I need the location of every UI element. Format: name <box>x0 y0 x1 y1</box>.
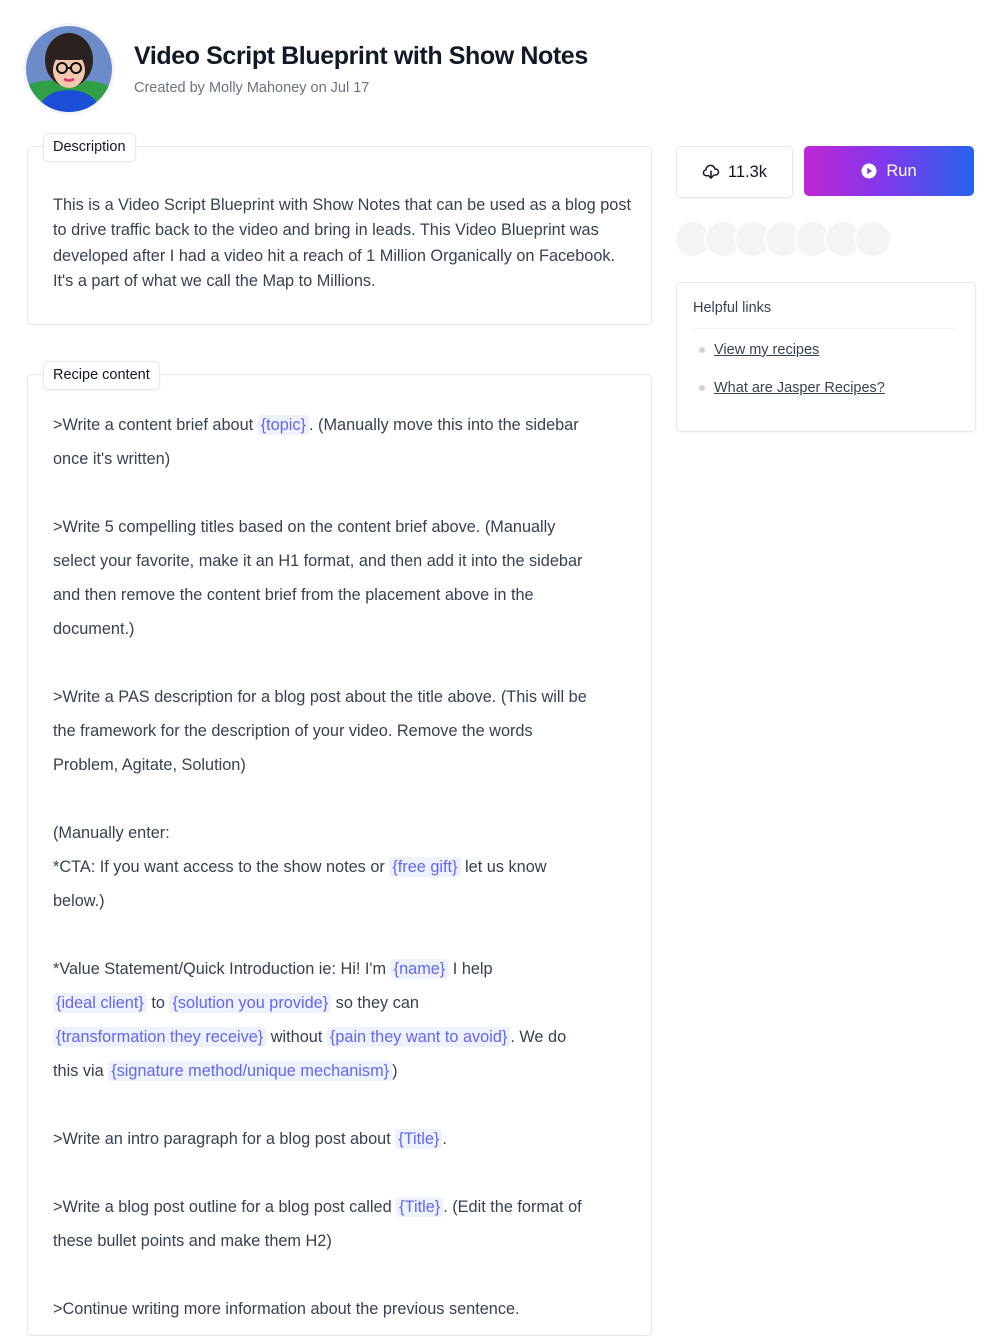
description-text: This is a Video Script Blueprint with Show Notes that can be used as a blog post to drive traffic back to the video and bring in leads. This Video Blueprint was developed after I had a video hit a reach of 1 Million Organically on Facebook. It's a part of what we call the Map to Millions. <box>53 196 632 290</box>
avatar-placeholder <box>706 222 740 256</box>
recipe-text: (Manually enter: <box>53 824 170 842</box>
recipe-text: . We do <box>510 1028 567 1046</box>
recipe-text: so they can <box>331 994 419 1012</box>
recipe-line <box>53 986 633 1020</box>
view-my-recipes-link[interactable]: View my recipes <box>714 342 820 358</box>
recipe-text: these bullet points and make them H2) <box>53 1232 332 1250</box>
recipe-line <box>53 442 633 476</box>
recipe-byline: Created by Molly Mahoney on Jul 17 <box>134 80 370 96</box>
recipe-text: and then remove the content brief from the placement above in the <box>53 586 534 604</box>
recipe-line <box>53 952 633 986</box>
recipe-text: this via <box>53 1062 109 1080</box>
recipe-text: >Continue writing more information about the previous sentence. <box>53 1300 520 1318</box>
recipe-line <box>53 1224 633 1258</box>
paragraph-spacer <box>53 1258 633 1292</box>
run-button[interactable] <box>804 146 974 196</box>
helpful-link-item <box>699 342 819 358</box>
avatar-placeholder <box>766 222 800 256</box>
paragraph-spacer <box>53 782 633 816</box>
recipe-variable: {transformation they receive} <box>53 1027 266 1047</box>
recipe-line <box>53 612 633 646</box>
recipe-text: *CTA: If you want access to the show notes or <box>53 858 390 876</box>
recipe-line <box>53 748 633 782</box>
recipe-text: . (Edit the format of <box>443 1198 582 1216</box>
recipe-line <box>53 1054 633 1088</box>
avatar-placeholder <box>856 222 890 256</box>
avatar-placeholder <box>736 222 770 256</box>
recipe-line <box>53 408 633 442</box>
paragraph-spacer <box>53 918 633 952</box>
recipe-line <box>53 578 633 612</box>
recipe-text: >Write an intro paragraph for a blog post about <box>53 1130 396 1148</box>
recipe-text: I help <box>448 960 493 978</box>
recipe-line <box>53 850 633 884</box>
author-avatar <box>26 26 112 112</box>
recipe-variable: {pain they want to avoid} <box>327 1027 510 1047</box>
recipe-text: >Write a blog post outline for a blog post called <box>53 1198 397 1216</box>
paragraph-spacer <box>53 646 633 680</box>
recipe-variable: {solution you provide} <box>169 993 331 1013</box>
recipe-variable: {signature method/unique mechanism} <box>108 1061 392 1081</box>
avatar-placeholder <box>826 222 860 256</box>
recipe-text: ) <box>392 1062 398 1080</box>
recipe-text: Problem, Agitate, Solution) <box>53 756 246 774</box>
recipe-line <box>53 1122 633 1156</box>
recipe-line <box>53 884 633 918</box>
download-count-button[interactable] <box>676 146 793 198</box>
helpful-link-item <box>699 380 885 396</box>
helpful-links-divider <box>693 328 957 329</box>
recipe-text: . (Manually move this into the sidebar <box>308 416 579 434</box>
play-circle-icon <box>861 163 877 179</box>
cloud-download-icon <box>702 163 720 181</box>
paragraph-spacer <box>53 1156 633 1190</box>
recipe-line <box>53 510 633 544</box>
recipe-text: below.) <box>53 892 105 910</box>
bullet-icon <box>699 347 705 353</box>
recipe-variable: {Title} <box>395 1129 442 1149</box>
download-count: 11.3k <box>727 162 768 181</box>
recipe-content-label: Recipe content <box>43 361 160 390</box>
recipe-title: Video Script Blueprint with Show Notes <box>134 42 588 70</box>
recipe-text: to <box>146 994 170 1012</box>
paragraph-spacer <box>53 1088 633 1122</box>
recipe-line <box>53 816 633 850</box>
recipe-text: the framework for the description of your video. Remove the words <box>53 722 533 740</box>
avatar-placeholder <box>796 222 830 256</box>
recipe-text: . <box>442 1130 447 1148</box>
recipe-text: select your favorite, make it an H1 format, and then add it into the sidebar <box>53 552 583 570</box>
recipe-line <box>53 1190 633 1224</box>
recipe-line <box>53 1292 633 1326</box>
recipe-line <box>53 680 633 714</box>
recipe-text: once it's written) <box>53 450 171 468</box>
avatar-placeholder <box>676 222 710 256</box>
recipe-variable: {free gift} <box>389 857 460 877</box>
recipe-text: *Value Statement/Quick Introduction ie: Hi! I'm <box>53 960 391 978</box>
recipe-text: let us know <box>460 858 547 876</box>
recipe-line <box>53 1020 633 1054</box>
recipe-variable: {name} <box>391 959 449 979</box>
helpful-links-title: Helpful links <box>693 300 772 316</box>
paragraph-spacer <box>53 476 633 510</box>
recipe-text: >Write a content brief about <box>53 416 258 434</box>
recipe-text: >Write a PAS description for a blog post about the title above. (This will be <box>53 688 587 706</box>
description-label: Description <box>43 133 136 162</box>
recipe-line <box>53 714 633 748</box>
what-are-jasper-recipes-link[interactable]: What are Jasper Recipes? <box>714 380 885 396</box>
recipe-text: document.) <box>53 620 135 638</box>
recipe-variable: {Title} <box>396 1197 443 1217</box>
recipe-text: >Write 5 compelling titles based on the content brief above. (Manually <box>53 518 556 536</box>
recipe-content-body <box>53 408 633 1326</box>
recipe-variable: {ideal client} <box>53 993 147 1013</box>
run-button-label: Run <box>886 161 917 180</box>
recipe-variable: {topic} <box>258 415 309 435</box>
recipe-text: without <box>266 1028 327 1046</box>
bullet-icon <box>699 385 705 391</box>
recipe-line <box>53 544 633 578</box>
